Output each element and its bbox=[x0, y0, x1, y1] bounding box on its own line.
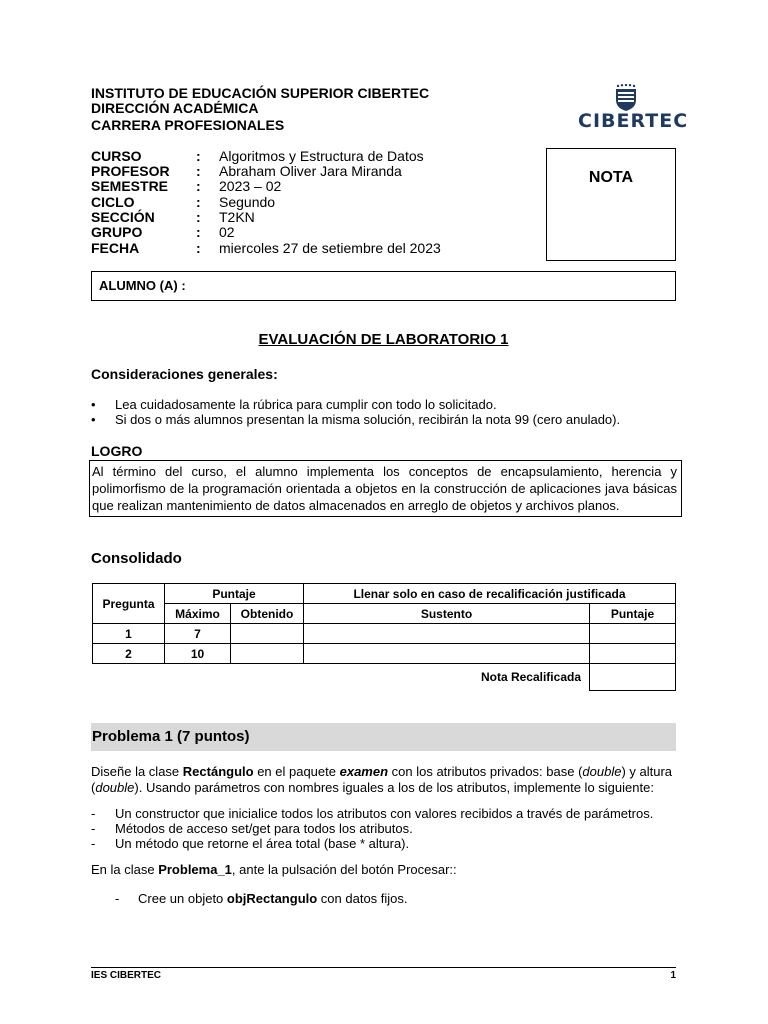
header-maximo: Máximo bbox=[165, 604, 231, 624]
group-value: 02 bbox=[219, 224, 235, 240]
header-sustento: Sustento bbox=[304, 604, 590, 624]
cibertec-logo bbox=[578, 84, 689, 132]
semester-value: 2023 – 02 bbox=[219, 178, 282, 194]
dash-icon: - bbox=[91, 806, 96, 821]
logro-heading: LOGRO bbox=[91, 443, 143, 459]
header-pregunta: Pregunta bbox=[93, 584, 165, 624]
table-row bbox=[93, 644, 676, 664]
text: ). Usando parámetros con nombres iguales a los de los atributos, implemente lo siguiente: bbox=[134, 780, 654, 795]
problem-1-instruction bbox=[91, 862, 681, 878]
table-subheader-row bbox=[93, 604, 676, 624]
info-label: SEMESTRE bbox=[91, 178, 169, 194]
info-colon: : bbox=[196, 209, 201, 225]
header-puntaje: Puntaje bbox=[165, 584, 304, 604]
nota-recalificada-label: Nota Recalificada bbox=[480, 670, 581, 685]
text: En la clase bbox=[91, 862, 159, 877]
type-name: double bbox=[582, 764, 622, 779]
problem-1-description bbox=[91, 764, 681, 796]
grade-label: NOTA bbox=[588, 169, 634, 186]
list-item: Lea cuidadosamente la rúbrica para cumplir con todo lo solicitado. bbox=[115, 397, 497, 412]
info-colon: : bbox=[196, 240, 201, 256]
table-row bbox=[93, 624, 676, 644]
text: con datos fijos. bbox=[317, 891, 408, 906]
academic-direction: DIRECCIÓN ACADÉMICA bbox=[91, 100, 259, 116]
info-colon: : bbox=[196, 194, 201, 210]
text: ) y altura ( bbox=[91, 764, 673, 795]
text: con los atributos privados: base ( bbox=[388, 764, 583, 779]
obtenido-cell[interactable] bbox=[231, 624, 304, 644]
dash-icon: - bbox=[115, 891, 120, 906]
type-name: double bbox=[95, 780, 135, 795]
page-number: 1 bbox=[670, 970, 676, 981]
header-obtenido: Obtenido bbox=[231, 604, 304, 624]
text: en el paquete bbox=[253, 764, 340, 779]
info-colon: : bbox=[196, 224, 201, 240]
list-item: Si dos o más alumnos presentan la misma solución, recibirán la nota 99 (cero anulado). bbox=[115, 412, 621, 427]
section-value: T2KN bbox=[219, 209, 255, 225]
bullet-icon: • bbox=[91, 412, 96, 427]
maximo-cell: 7 bbox=[165, 624, 231, 644]
bullet-icon: • bbox=[91, 397, 96, 412]
header-recalificacion: Llenar solo en caso de recalificación justificada bbox=[304, 584, 676, 604]
student-label: ALUMNO (A) : bbox=[99, 278, 186, 293]
date-value: miercoles 27 de setiembre del 2023 bbox=[219, 240, 441, 256]
logo-text: CIBERTEC bbox=[578, 110, 689, 132]
course-value: Algoritmos y Estructura de Datos bbox=[219, 148, 424, 164]
info-label: SECCIÓN bbox=[91, 209, 155, 225]
consolidado-table bbox=[92, 583, 676, 691]
info-colon: : bbox=[196, 163, 201, 179]
student-name-field[interactable] bbox=[91, 271, 676, 301]
table-row bbox=[93, 664, 676, 691]
header-puntaje-recal: Puntaje bbox=[590, 604, 676, 624]
problem-1-header bbox=[91, 723, 676, 751]
grade-box[interactable] bbox=[546, 148, 676, 261]
maximo-cell: 10 bbox=[165, 644, 231, 664]
considerations-heading: Consideraciones generales: bbox=[91, 366, 278, 382]
obtenido-cell[interactable] bbox=[231, 644, 304, 664]
dash-icon: - bbox=[91, 836, 96, 851]
institute-name: INSTITUTO DE EDUCACIÓN SUPERIOR CIBERTEC bbox=[91, 85, 430, 101]
class-name: Problema_1 bbox=[158, 862, 232, 877]
pregunta-cell: 1 bbox=[93, 624, 165, 644]
info-label: PROFESOR bbox=[91, 163, 170, 179]
puntaje-cell[interactable] bbox=[590, 624, 676, 644]
text: , ante la pulsación del botón Procesar:: bbox=[231, 862, 457, 877]
sustento-cell[interactable] bbox=[304, 624, 590, 644]
list-item: Métodos de acceso set/get para todos los atributos. bbox=[115, 821, 413, 836]
list-item: Un método que retorne el área total (base * altura). bbox=[115, 836, 410, 851]
sustento-cell[interactable] bbox=[304, 644, 590, 664]
info-colon: : bbox=[196, 178, 201, 194]
logro-text: Al término del curso, el alumno implementa los conceptos de encapsulamiento, herencia y polimorfismo de la programación orientada a objetos en la construcción de aplicaciones java básicas que realizan mantenimiento de datos almacenados en arreglo de objetos y archivos planos. bbox=[89, 460, 682, 517]
table-header-row bbox=[93, 584, 676, 604]
list-item bbox=[138, 891, 408, 906]
list-item: Un constructor que inicialice todos los atributos con valores recibidos a través de parámetros. bbox=[115, 806, 654, 821]
info-label: CURSO bbox=[91, 148, 142, 164]
text: Diseñe la clase bbox=[91, 764, 183, 779]
dash-icon: - bbox=[91, 821, 96, 836]
puntaje-cell[interactable] bbox=[590, 644, 676, 664]
nota-recalificada-cell[interactable] bbox=[590, 664, 676, 691]
page-title: EVALUACIÓN DE LABORATORIO 1 bbox=[258, 331, 509, 348]
package-name: examen bbox=[339, 764, 389, 779]
info-label: GRUPO bbox=[91, 224, 143, 240]
career-label: CARRERA PROFESIONALES bbox=[91, 117, 285, 133]
footer-divider bbox=[91, 967, 676, 968]
class-name: Rectángulo bbox=[182, 764, 254, 779]
pregunta-cell: 2 bbox=[93, 644, 165, 664]
text: Cree un objeto bbox=[138, 891, 227, 906]
info-colon: : bbox=[196, 148, 201, 164]
object-name: objRectangulo bbox=[226, 891, 318, 906]
info-label: CICLO bbox=[91, 194, 135, 210]
professor-value: Abraham Oliver Jara Miranda bbox=[219, 163, 402, 179]
info-label: FECHA bbox=[91, 240, 140, 256]
cycle-value: Segundo bbox=[219, 194, 276, 210]
footer-institution: IES CIBERTEC bbox=[91, 970, 162, 981]
consolidado-heading: Consolidado bbox=[91, 550, 182, 567]
problem-1-title: Problema 1 (7 puntos) bbox=[92, 728, 250, 745]
